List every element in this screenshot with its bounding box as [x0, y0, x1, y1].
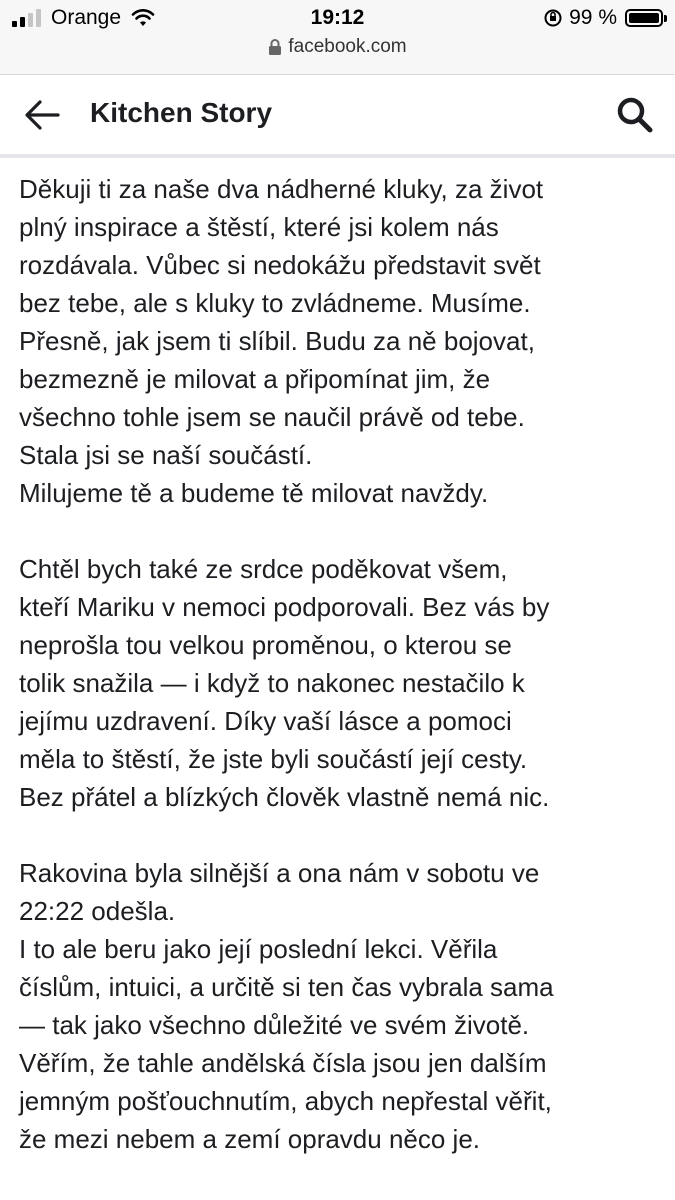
text-line: jejímu uzdravení. Díky vaší lásce a pomoci [19, 706, 512, 736]
lock-icon [268, 38, 282, 56]
text-line: Rakovina byla silnější a ona nám v sobotu ve [19, 858, 540, 888]
battery-fill [629, 13, 659, 23]
text-line: rozdávala. Vůbec si nedokážu představit svět [19, 250, 541, 280]
battery-percent: 99 % [569, 6, 617, 29]
back-arrow-icon [22, 95, 62, 135]
orientation-lock-icon [543, 8, 563, 28]
text-line: Stala jsi se naší součástí. [19, 440, 313, 470]
text-line: bez tebe, ale s kluky to zvládneme. Musíme. [19, 288, 531, 318]
text-line: neprošla tou velkou proměnou, o kterou se [19, 630, 512, 660]
url-text: facebook.com [288, 36, 407, 57]
text-line: Děkuji ti za naše dva nádherné kluky, za život [19, 174, 544, 204]
search-icon [615, 95, 655, 135]
text-line: že mezi nebem a zemí opravdu něco je. [19, 1124, 481, 1154]
text-line: všechno tohle jsem se naučil právě od tebe. [19, 402, 525, 432]
text-line: Milujeme tě a budeme tě milovat navždy. [19, 478, 489, 508]
header-divider [0, 154, 675, 158]
text-line: — tak jako všechno důležité ve svém životě. [19, 1010, 530, 1040]
text-line: Přesně, jak jsem ti slíbil. Budu za ně bojovat, [19, 326, 535, 356]
battery-icon [625, 9, 663, 27]
post-paragraph [19, 170, 659, 512]
carrier-name: Orange [51, 6, 122, 29]
page-title: Kitchen Story [90, 97, 273, 128]
text-line: Bez přátel a blízkých člověk vlastně nemá nic. [19, 782, 550, 812]
search-button[interactable] [615, 95, 655, 135]
status-right [543, 6, 663, 30]
text-line: číslům, intuici, a určitě si ten čas vybrala sama [19, 972, 554, 1002]
text-line: Chtěl bych také ze srdce poděkovat všem, [19, 554, 508, 584]
post-paragraph [19, 550, 659, 816]
text-line: 22:22 odešla. [19, 896, 176, 926]
text-line: měla to štěstí, že jste byli součástí její cesty. [19, 744, 528, 774]
text-line: kteří Mariku v nemoci podporovali. Bez vás by [19, 592, 550, 622]
page-header [0, 75, 675, 155]
text-line: Věřím, že tahle andělská čísla jsou jen dalším [19, 1048, 547, 1078]
text-line: tolik snažila — i když to nakonec nestačilo k [19, 668, 525, 698]
status-time: 19:12 [310, 6, 365, 29]
text-line: bezmezně je milovat a připomínat jim, že [19, 364, 491, 394]
browser-url-bar[interactable] [0, 36, 675, 74]
status-bar [0, 0, 675, 36]
post-body [19, 170, 659, 1158]
text-line: plný inspirace a štěstí, které jsi kolem nás [19, 212, 499, 242]
text-line: jemným pošťouchnutím, abych nepřestal věřit, [19, 1086, 552, 1116]
post-paragraph [19, 854, 659, 1158]
back-button[interactable] [22, 95, 62, 135]
text-line: I to ale beru jako její poslední lekci. Věřila [19, 934, 498, 964]
